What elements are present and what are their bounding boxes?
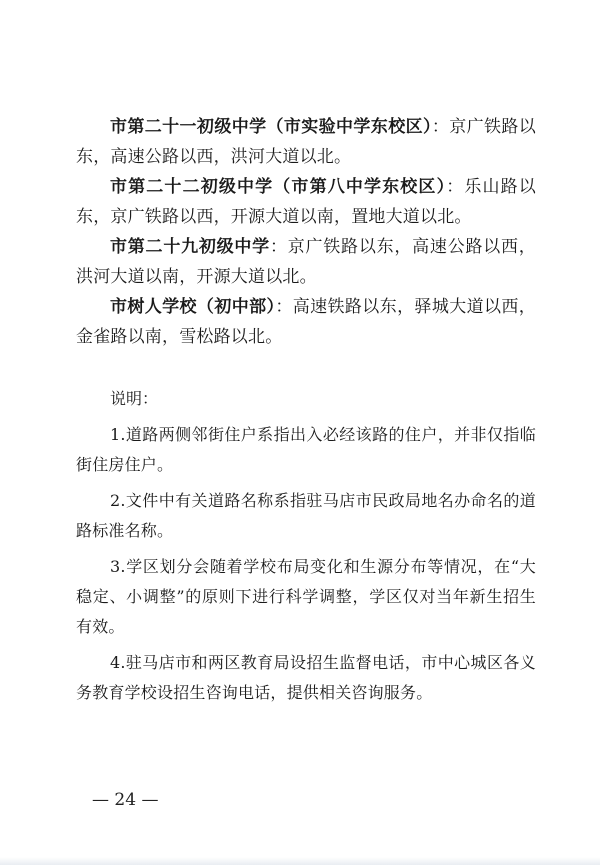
school-name: 市树人学校（初中部） (110, 297, 276, 317)
zone-paragraph (76, 292, 536, 352)
notes-section (76, 384, 536, 714)
note-item: 3.学区划分会随着学校布局变化和生源分布等情况，在“大稳定、小调整”的原则下进行科学调整，学区仅对当年新生招生有效。 (76, 557, 536, 636)
note-item: 2.文件中有关道路名称系指驻马店市民政局地名办命名的道路标准名称。 (76, 491, 536, 540)
zone-boundary: ：高速铁路以东，驿城大道以西，金雀路以南，雪松路以北。 (76, 297, 536, 347)
zone-boundary: ：京广铁路以东，高速公路以西，洪河大道以北。 (76, 117, 536, 167)
school-zone-list (76, 112, 536, 352)
notes-title: 说明： (110, 389, 159, 408)
note-item: 4.驻马店市和两区教育局设招生监督电话，市中心城区各义务教育学校设招生咨询电话，提供相关咨询服务。 (76, 653, 536, 702)
page-number: — 24 — (92, 790, 159, 810)
page-bottom-edge (0, 857, 600, 865)
school-name: 市第二十二初级中学（市第八中学东校区） (110, 177, 447, 197)
zone-paragraph (76, 232, 536, 292)
zone-paragraph (76, 112, 536, 172)
zone-boundary: ：京广铁路以东，高速公路以西，洪河大道以南，开源大道以北。 (76, 237, 536, 287)
note-item: 1.道路两侧邻街住户系指出入必经该路的住户，并非仅指临街住房住户。 (76, 425, 536, 474)
school-name: 市第二十九初级中学 (110, 237, 270, 257)
school-name: 市第二十一初级中学（市实验中学东校区） (110, 117, 432, 137)
zone-paragraph (76, 172, 536, 232)
zone-boundary: ：乐山路以东，京广铁路以西，开源大道以南，置地大道以北。 (76, 177, 536, 227)
